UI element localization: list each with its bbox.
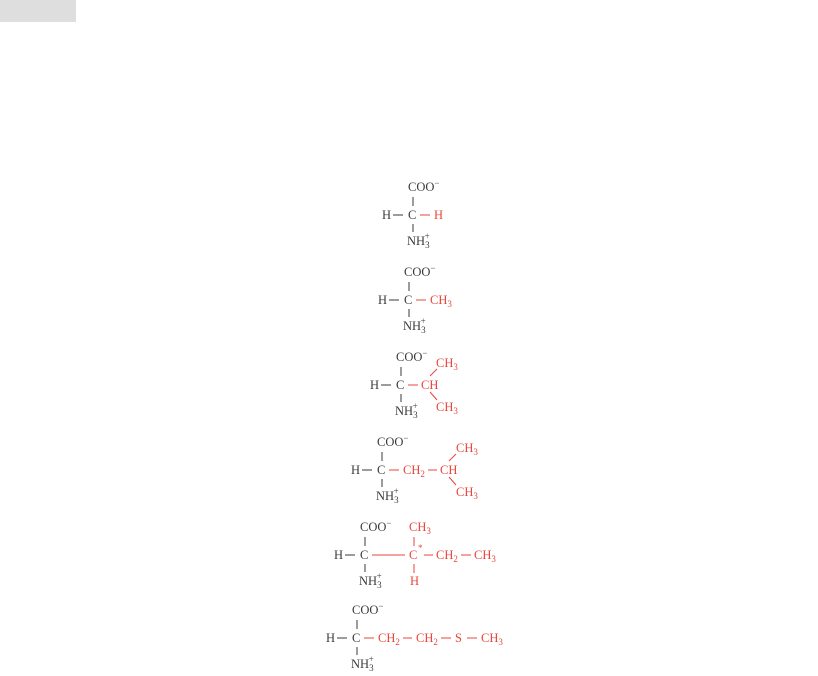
beta-hydrogen-label: H [410,574,420,588]
methyl-top-label: $CH_3$ [436,356,458,372]
hydrogen-label: H [378,293,388,307]
carboxylate-label: COO− [408,178,440,194]
methyl-end-label: $CH_3$ [481,631,503,647]
methylene-1-label: $CH_2$ [378,631,400,647]
carboxylate-label: COO− [377,433,409,449]
amine-label: $NH_3+$ [351,654,374,673]
structure-glycine [382,178,443,250]
side-chain-hydrogen-label: H [434,208,444,222]
structure-leucine [351,433,478,505]
methine-label: CH [440,463,458,477]
structure-isoleucine [334,518,496,590]
methyl-top-label: $CH_3$ [456,441,478,457]
hydrogen-label: H [334,548,344,562]
carboxylate-label: COO− [352,601,384,617]
methylene-label: $CH_2$ [436,548,458,564]
alpha-carbon-label: C [360,548,369,562]
methine-label: CH [421,378,439,392]
alpha-carbon-label: C [408,208,417,222]
beta-carbon-label: C [409,548,418,562]
carboxylate-label: COO− [360,518,392,534]
alpha-carbon-label: C [352,631,361,645]
alpha-carbon-label: C [404,293,413,307]
methyl-bottom-label: $CH_3$ [456,485,478,501]
methylene-label: $CH_2$ [403,463,425,479]
amine-label: $NH_3+$ [407,231,430,250]
methylene-2-label: $CH_2$ [416,631,438,647]
alpha-carbon-label: C [396,378,405,392]
structure-methionine [326,601,503,673]
amine-label: $NH_3+$ [359,571,382,590]
amine-label: $NH_3+$ [395,401,418,420]
methyl-top-label: $CH_3$ [409,520,431,536]
alpha-carbon-label: C [377,463,386,477]
hydrogen-label: H [370,378,380,392]
sulfur-label: S [455,631,462,645]
amine-label: $NH_3+$ [376,486,399,505]
structure-alanine [378,263,452,335]
hydrogen-label: H [351,463,361,477]
methyl-label: $CH_3$ [430,293,452,309]
chiral-mark: * [418,543,423,553]
structure-valine [370,348,458,420]
amine-label: $NH_3+$ [403,316,426,335]
methyl-bottom-label: $CH_3$ [436,400,458,416]
carboxylate-label: COO− [396,348,428,364]
carboxylate-label: COO− [404,263,436,279]
hydrogen-label: H [326,631,336,645]
methyl-end-label: $CH_3$ [474,548,496,564]
hydrogen-label: H [382,208,392,222]
